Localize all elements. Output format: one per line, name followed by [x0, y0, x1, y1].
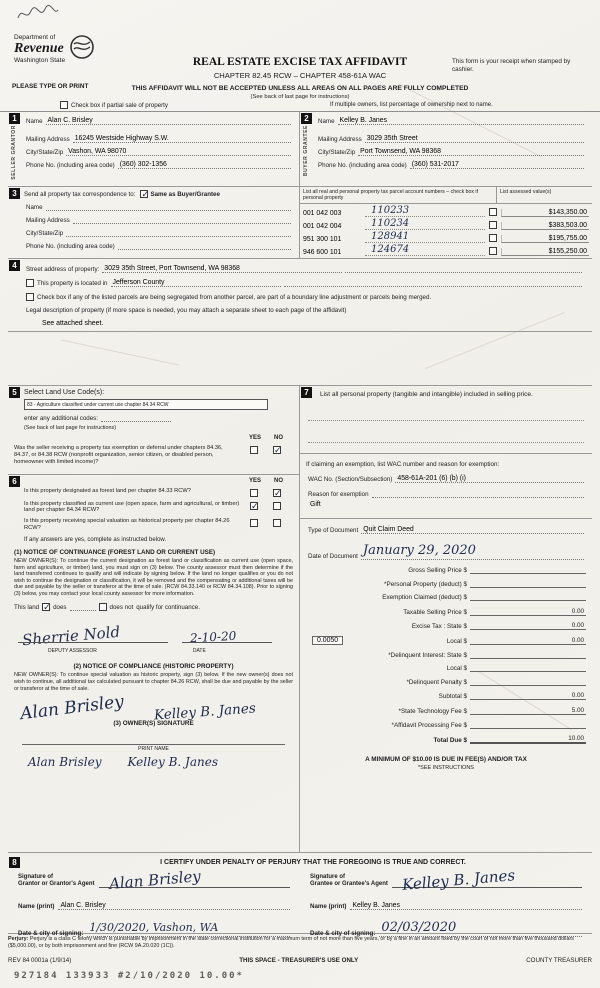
price-label: Taxable Selling Price $: [403, 608, 467, 616]
form-title: REAL ESTATE EXCISE TAX AFFIDAVIT: [192, 56, 408, 68]
grantor-name-value: Alan C. Brisley: [58, 902, 290, 910]
perjury-notice: [8, 936, 592, 950]
section-3-tab: 3: [9, 188, 20, 199]
buyer-csz-field[interactable]: [318, 148, 584, 156]
date-label: DATE: [192, 648, 206, 655]
price-line: [306, 594, 586, 601]
grantor-date-value: 1/30/2020, Vashon, WA: [89, 921, 219, 934]
street-address-field[interactable]: [26, 265, 582, 273]
parcel-table-header: [300, 187, 592, 204]
located-checkbox[interactable]: [26, 279, 34, 287]
tax-computation-section: [300, 386, 592, 852]
section-6-tab: 6: [9, 476, 20, 487]
correspondence-address-value: [73, 216, 291, 224]
document-type-label: Type of Document: [308, 527, 359, 535]
parcel-row: [300, 204, 592, 217]
wac-label: WAC No. (Section/Subsection): [308, 476, 393, 484]
seller-csz-field[interactable]: [26, 148, 291, 156]
yes-header: YES: [248, 435, 261, 441]
grantor-date-cell: [8, 918, 300, 937]
name-print-label: Name (print): [18, 903, 55, 910]
price-label: Gross Selling Price $: [408, 567, 467, 575]
price-label: *Delinquent Penalty $: [406, 678, 467, 686]
correspondence-csz-value: [66, 229, 291, 237]
parcel-table: [300, 187, 592, 258]
buyer-name-value: Kelley B. Janes: [338, 117, 584, 125]
wac-number-field[interactable]: [308, 475, 584, 483]
correspondence-name-value: [46, 203, 291, 211]
document-date-label: Date of Document: [308, 553, 358, 561]
land-use-section: [8, 386, 299, 475]
date-city-label: Date & city of signing:: [18, 930, 84, 937]
price-value[interactable]: 0.00: [470, 637, 586, 645]
name-label: Name: [26, 204, 43, 211]
no-header: NO: [274, 477, 283, 484]
price-value[interactable]: 0.00: [470, 608, 586, 616]
minimum-due-note: A MINIMUM OF $10.00 IS DUE IN FEE(S) AND/OR TAX: [365, 756, 527, 764]
printed-name-1: Alan Brisley: [28, 755, 102, 770]
grantee-signature-label: [310, 874, 388, 888]
phone-label: Phone No. (including area code): [26, 243, 115, 250]
notice-continuance-body: NEW OWNER(S): To continue the current designation as forest land or classification as current use (open space, farm and agriculture, or timber) land, you must sign on (3) below. The county assessor must then determine if the land transferred continues to qualify and will indicate by signing below. If the land no longer qualifies or you do not wish to continue the designation or classification, it will be removed and the compensating or additional taxes will be due and payable by the seller or transferor at the time of sale. (RCW 84.33.140 or RCW 84.34.108). Prior to signing (3) below, you may contact your local county assessor for more information.: [14, 557, 293, 597]
same-as-buyer-label: Same as Buyer/Grantee: [150, 191, 220, 198]
continuance-section: [8, 475, 299, 773]
seller-phone-value: (360) 302-1356: [118, 161, 291, 169]
current-use-yes-checkbox[interactable]: ✓: [251, 500, 259, 511]
grantee-name-value: Kelley B. Janes: [350, 902, 582, 910]
price-line-local-rate: [306, 637, 586, 645]
price-label: Local $: [446, 638, 467, 645]
price-value[interactable]: [470, 567, 586, 574]
price-label: Subtotal $: [438, 693, 467, 701]
section-1-tab: 1: [9, 113, 20, 124]
personal-property-checkbox[interactable]: [489, 247, 497, 255]
send-correspondence-label: Send all property tax correspondence to:: [24, 191, 136, 198]
section-7-tab: 7: [301, 387, 312, 398]
price-value[interactable]: [470, 665, 586, 672]
price-line: [306, 707, 586, 715]
assessor-signature-line[interactable]: [18, 642, 168, 643]
price-label: *Affidavit Processing Fee $: [391, 721, 467, 729]
notice-continuance-title: (1) NOTICE OF CONTINUANCE (FOREST LAND OR CURRENT USE): [14, 548, 216, 556]
document-date-field[interactable]: [308, 541, 584, 560]
buyer-side-label: BUYER GRANTEE: [303, 125, 309, 177]
price-value[interactable]: [470, 722, 586, 729]
price-line: [306, 665, 586, 672]
price-line: [306, 652, 586, 659]
legal-description-row: [26, 307, 582, 314]
parcel-handwritten-number: 124674: [365, 245, 485, 256]
buyer-phone-value: (360) 531-2017: [410, 161, 584, 169]
section-2-tab: 2: [301, 113, 312, 124]
parcel-handwritten-number: 110234: [365, 219, 485, 230]
seller-address-value: 16245 Westside Highway S.W.: [73, 135, 291, 143]
continuance-gap-line: [70, 603, 96, 611]
grantor-signature-line[interactable]: [99, 867, 290, 894]
section-5-tab: 5: [9, 387, 20, 398]
price-label: *State Technology Fee $: [398, 707, 467, 715]
date-city-row: [8, 918, 592, 937]
price-line: [306, 692, 586, 700]
deferral-yes-checkbox[interactable]: [250, 446, 258, 454]
city-state-zip-label: City/State/Zip: [26, 230, 64, 237]
price-value[interactable]: 0.00: [470, 692, 586, 700]
receipt-note: This form is your receipt when stamped by cashier.: [452, 58, 571, 73]
correspondence-phone-field[interactable]: [26, 242, 291, 250]
price-label: *Personal Property (deduct) $: [384, 580, 467, 588]
price-value[interactable]: [470, 679, 586, 686]
deferral-no-checkbox[interactable]: ✓: [274, 445, 282, 455]
accept-notice: THIS AFFIDAVIT WILL NOT BE ACCEPTED UNLESS ALL AREAS ON ALL PAGES ARE FULLY COMPLETED: [131, 85, 469, 92]
grantee-signature-cell: [300, 866, 592, 895]
historic-question-row: [14, 518, 293, 532]
grantee-date-value: 02/03/2020: [381, 920, 457, 935]
parcel-number: 001 042 003: [303, 210, 342, 218]
county-treasurer-label: COUNTY TREASURER: [526, 957, 592, 964]
perjury-body: Perjury is a class C felony which is punishable by imprisonment in the state correctional institution for a maximum term of not more than five years, or by a fine in an amount fixed by the court of not more than five thousand dollars ($5,000.00), or by both imprisonment and fine (RCW 9A.20.020 (1C)).: [8, 936, 574, 949]
mailing-address-label: Mailing Address: [26, 217, 70, 224]
owner-signature-title: (3) OWNER(S) SIGNATURE: [113, 720, 194, 728]
price-line: [306, 679, 586, 686]
price-line-total: [306, 735, 586, 744]
personal-property-checkbox[interactable]: [489, 234, 497, 242]
forest-yes-checkbox[interactable]: [250, 489, 258, 497]
street-address-label: Street address of property:: [26, 266, 100, 273]
land-use-label: Select Land Use Code(s):: [24, 389, 105, 396]
this-land-label: This land: [14, 604, 40, 612]
section-4-tab: 4: [9, 260, 20, 271]
dor-logo-block: [14, 34, 95, 64]
county-value: Jefferson County: [111, 279, 281, 287]
forest-question: Is this property designated as forest land per chapter 84.33 RCW?: [24, 487, 191, 494]
personal-property-checkbox[interactable]: [489, 221, 497, 229]
current-use-question-row: [14, 501, 293, 515]
footer-row: [8, 957, 592, 964]
located-label: This property is located in: [37, 280, 108, 287]
correspondence-phone-value: [118, 242, 291, 250]
grantor-signature-label: [18, 874, 95, 888]
buyer-csz-value: Port Townsend, WA 98368: [358, 148, 584, 156]
city-state-zip-label: City/State/Zip: [318, 149, 356, 156]
certification-section: [8, 856, 592, 937]
reason-label: Reason for exemption: [308, 491, 369, 499]
assessed-value: $195,755.00: [501, 235, 589, 243]
price-line: [306, 622, 586, 630]
personal-property-checkbox[interactable]: [489, 208, 497, 216]
historic-question: Is this property receiving special valuation as historical property per chapter 84.26 RCW?: [24, 518, 230, 532]
pen-scribble-icon: [16, 4, 60, 24]
continuance-qualify-row: [14, 603, 293, 611]
owner-signature-2: Kelley B. Janes: [153, 700, 257, 724]
price-value[interactable]: [470, 581, 586, 588]
price-value[interactable]: 5.00: [470, 707, 586, 715]
does-checkbox[interactable]: ✓: [43, 602, 51, 613]
yes-no-header: [14, 435, 293, 441]
seller-side-label: SELLER GRANTOR: [11, 125, 17, 180]
land-use-code-box[interactable]: 83 - Agriculture classified under current use chapter 84.34 RCW: [24, 399, 268, 410]
deferral-question-row: [14, 445, 293, 466]
legal-description-value-row: [42, 320, 582, 327]
correspondence-name-field[interactable]: [26, 203, 291, 211]
certify-statement: I CERTIFY UNDER PENALTY OF PERJURY THAT THE FOREGOING IS TRUE AND CORRECT.: [160, 859, 466, 866]
price-label: Excise Tax : State $: [411, 623, 467, 631]
price-label: *Delinquent Interest: State $: [388, 651, 467, 659]
parcel-number: 951 300 101: [303, 236, 342, 244]
seller-csz-value: Vashon, WA 98070: [66, 148, 291, 156]
parcel-number: 001 042 004: [303, 223, 342, 231]
grantor-name-cell: [8, 902, 300, 910]
print-name-label: PRINT NAME: [138, 746, 169, 753]
document-type-field[interactable]: [308, 526, 584, 534]
assessed-value: $155,250.00: [501, 248, 589, 256]
dept-of-text: Department of: [14, 34, 56, 41]
price-value[interactable]: [470, 652, 586, 659]
correspondence-address-field[interactable]: [26, 216, 291, 224]
printed-names-row: [28, 755, 293, 769]
buyer-address-field[interactable]: [318, 135, 584, 143]
personal-property-label: List all personal property (tangible and intangible) included in selling price.: [320, 391, 533, 398]
current-use-question: Is this property classified as current use (open space, farm and agricultural, or timber) land per chapter 84.34 RCW?: [24, 500, 240, 514]
seller-address-field[interactable]: [26, 135, 291, 143]
grantor-signature-cell: [8, 867, 300, 894]
print-name-line[interactable]: [22, 744, 285, 745]
left-column: [8, 386, 300, 852]
assessed-value: $143,350.00: [501, 209, 589, 217]
personal-property-line-2[interactable]: [308, 429, 584, 443]
personal-property-line-1[interactable]: [308, 407, 584, 421]
seller-name-value: Alan C. Brisley: [46, 117, 291, 125]
assessor-date-value: 2-10-20: [189, 629, 237, 646]
price-value[interactable]: 10.00: [470, 735, 586, 744]
street-address-extra-line: [345, 265, 582, 273]
mailing-address-label: Mailing Address: [26, 136, 70, 143]
signature-row: [8, 866, 592, 895]
does-not-label: does not: [109, 604, 134, 612]
seller-phone-field[interactable]: [26, 161, 291, 169]
does-not-checkbox[interactable]: [99, 603, 107, 611]
name-print-label: Name (print): [310, 903, 347, 910]
form-header: [0, 0, 600, 112]
yes-header: YES: [248, 477, 261, 484]
document-date-line: [361, 541, 584, 560]
price-line: [306, 608, 586, 616]
assessor-signature-labels: [14, 648, 293, 654]
grantor-agent-text: Grantor or Grantor's Agent: [18, 881, 95, 888]
parcel-row: [300, 230, 592, 243]
perjury-label: Perjury:: [8, 936, 29, 942]
qualify-label: qualify for continuance.: [136, 604, 200, 612]
assessed-value: $383,503.00: [501, 222, 589, 230]
section-divider: [300, 518, 592, 519]
reason-value: Gift: [310, 501, 321, 509]
partial-sale-checkbox[interactable]: [60, 101, 68, 109]
grantee-date-line[interactable]: [379, 918, 582, 937]
signature-of-text: Signature of: [310, 874, 346, 880]
price-label: Total Due $: [433, 737, 467, 745]
forest-no-checkbox[interactable]: ✓: [274, 487, 282, 498]
name-label: Name: [26, 118, 43, 125]
yes-no-header: [14, 478, 293, 484]
deputy-assessor-label: DEPUTY ASSESSOR: [48, 648, 97, 655]
parcel-row: [300, 217, 592, 230]
correspondence-parcels-row: [8, 186, 592, 258]
deferral-question: Was the seller receiving a property tax exemption or deferral under chapters 84.36, 84.37, or 84.38 RCW (nonprofit organization, senior citizen, or disabled person, homeowner with limited income)?: [14, 445, 223, 465]
signature-of-text: Signature of: [18, 874, 54, 880]
additional-codes-label: enter any additional codes:: [24, 415, 98, 422]
segregated-checkbox[interactable]: [26, 293, 34, 301]
grantor-signature-value: Alan Brisley: [107, 867, 202, 894]
mailing-address-label: Mailing Address: [318, 136, 362, 143]
segregated-row: [26, 293, 582, 301]
buyer-address-value: 3029 35th Street: [365, 135, 584, 143]
date-city-label: Date & city of signing:: [310, 930, 376, 937]
see-back-note: (See back of last page for instructions): [250, 94, 350, 100]
send-correspondence-row: [24, 190, 291, 198]
price-line: [306, 567, 586, 574]
parcel-handwritten-number: 128941: [365, 232, 485, 243]
tax-correspondence-section: [8, 187, 300, 258]
chapter-line: CHAPTER 82.45 RCW – CHAPTER 458-61A WAC: [213, 71, 387, 80]
if-yes-note: If any answers are yes, complete as instructed below.: [24, 536, 167, 543]
multiple-owners-note: If multiple owners, list percentage of ownership next to name.: [330, 102, 493, 108]
grantee-signature-value: Kelley B. Janes: [401, 866, 516, 895]
exemption-label: If claiming an exemption, list WAC number and reason for exemption:: [306, 461, 500, 469]
notice-compliance-title: (2) NOTICE OF COMPLIANCE (HISTORIC PROPERTY): [73, 663, 234, 671]
historic-yes-checkbox[interactable]: [250, 519, 258, 527]
same-as-buyer-checkbox[interactable]: ✓: [141, 189, 149, 199]
name-print-row: [8, 902, 592, 910]
grantee-name-cell: [300, 902, 592, 910]
revenue-logo-icon: [69, 34, 95, 60]
correspondence-csz-field[interactable]: [26, 229, 291, 237]
legal-description-label: Legal description of property (if more space is needed, you may attach a separate sheet to each page of the affidavit): [26, 307, 347, 314]
buyer-name-field[interactable]: [318, 117, 584, 125]
section-divider: [300, 453, 592, 454]
form-number: REV 84 0001a (1/9/14): [8, 957, 72, 964]
wac-value: 458-61A-201 (6) (b) (i): [395, 475, 584, 483]
street-address-value: 3029 35th Street, Port Townsend, WA 98368: [102, 265, 342, 273]
assessor-signature: Sherrie Nold: [21, 623, 121, 650]
owner-signature-area: [14, 691, 293, 742]
grantee-signature-line[interactable]: [392, 866, 582, 895]
assessor-signature-area: [14, 617, 293, 650]
revenue-text: Revenue: [14, 41, 64, 56]
notice-compliance-body: NEW OWNER(S): To continue special valuation as historic property, sign (3) below. If the new owner(s) does not wish to continue, all additional tax calculated pursuant to chapter 84.26 RCW, shall be due and payable by the seller or transferor at the time of sale.: [14, 672, 293, 692]
legal-description-value: See attached sheet.: [42, 320, 104, 327]
local-rate-box: 0.0050: [312, 636, 343, 645]
located-in-field[interactable]: [26, 279, 582, 287]
assessor-date-line[interactable]: [182, 642, 272, 643]
washington-state-text: Washington State: [14, 57, 66, 64]
grantor-date-line[interactable]: [87, 918, 290, 937]
segregated-label: Check box if any of the listed parcels are being segregated from another parcel, are part of a boundary line adjustment or parcels being merged.: [37, 294, 432, 301]
phone-label: Phone No. (including area code): [318, 162, 407, 169]
additional-codes-value: [101, 414, 171, 422]
parties-row: [8, 112, 592, 186]
price-value[interactable]: [470, 594, 586, 601]
current-use-no-checkbox[interactable]: [273, 502, 281, 510]
grantee-agent-text: Grantee or Grantee's Agent: [310, 881, 388, 888]
does-label: does: [53, 604, 67, 612]
see-instructions-note: *SEE INSTRUCTIONS: [418, 765, 474, 772]
parcel-number: 946 600 101: [303, 249, 342, 257]
no-header: NO: [274, 435, 283, 441]
parcel-row: [300, 243, 592, 256]
forest-question-row: [14, 488, 293, 497]
price-value[interactable]: 0.00: [470, 622, 586, 630]
cashier-stamp: 927184 133933 #2/10/2020 10.00*: [14, 971, 244, 981]
partial-sale-row: [60, 101, 168, 109]
seller-section: [8, 112, 300, 186]
price-lines: [306, 567, 586, 744]
grantee-date-cell: [300, 918, 592, 937]
historic-no-checkbox[interactable]: [273, 519, 281, 527]
see-back-note: (See back of last page for instructions): [24, 425, 116, 431]
reason-line: [372, 490, 584, 498]
reason-exemption-field[interactable]: [308, 490, 584, 498]
printed-name-2: Kelley B. Janes: [127, 755, 218, 770]
seller-name-field[interactable]: [26, 117, 291, 125]
name-label: Name: [318, 118, 335, 125]
owner-signature-1: Alan Brisley: [19, 691, 125, 725]
section-8-tab: 8: [9, 857, 20, 868]
document-type-value: Quit Claim Deed: [361, 526, 584, 534]
buyer-phone-field[interactable]: [318, 161, 584, 169]
assessed-values-header: List assessed value(s): [496, 187, 592, 203]
dor-logo-text: [14, 34, 65, 64]
buyer-section: [300, 112, 592, 186]
partial-sale-label: Check box if partial sale of property: [71, 101, 168, 109]
parcel-numbers-header: List all real and personal property tax parcel account numbers – check box if personal property: [303, 189, 479, 202]
treasurer-space-label: THIS SPACE - TREASURER'S USE ONLY: [239, 957, 359, 964]
price-line: [306, 722, 586, 729]
price-line: [306, 581, 586, 588]
middle-columns: [8, 385, 592, 853]
crease-mark: [61, 340, 179, 366]
please-type-note: PLEASE TYPE OR PRINT: [12, 83, 89, 90]
price-label: Exemption Claimed (deduct) $: [382, 594, 467, 602]
additional-codes-field[interactable]: [24, 414, 285, 422]
property-location-section: [8, 258, 592, 332]
document-date-value: January 29, 2020: [362, 543, 476, 559]
price-label: Local $: [446, 665, 467, 673]
phone-label: Phone No. (including area code): [26, 162, 115, 169]
parcel-handwritten-number: 110233: [365, 206, 485, 217]
located-extra-line: [284, 279, 582, 287]
city-state-zip-label: City/State/Zip: [26, 149, 64, 156]
